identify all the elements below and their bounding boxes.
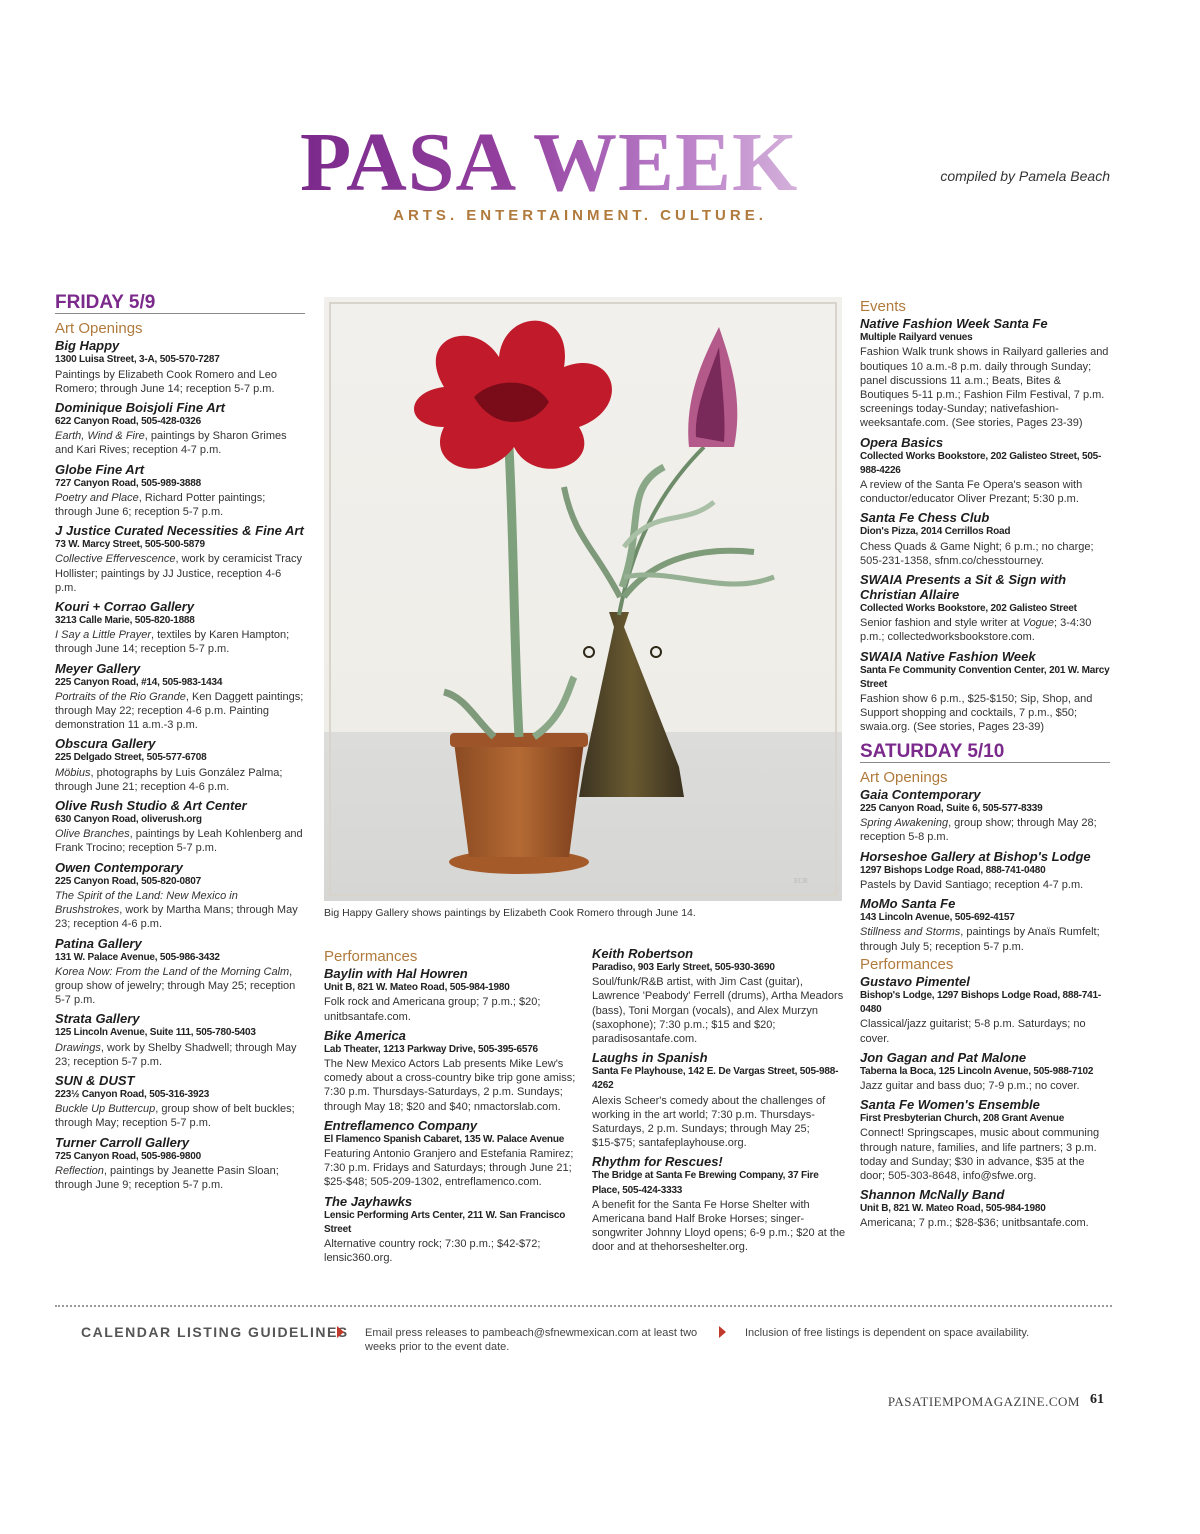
guidelines-title: CALENDAR LISTING GUIDELINES (81, 1324, 349, 1340)
listing-description (55, 1164, 305, 1192)
listing-description-text: Chess Quads & Game Night; 6 p.m.; no charge; 505-231-1358, sfnm.co/chesstourney. (860, 540, 1094, 567)
listing-name: Olive Rush Studio & Art Center (55, 798, 247, 814)
listing-work-title: Reflection (55, 1164, 104, 1177)
listing-address: Lab Theater, 1213 Parkway Drive, 505-395-6576 (324, 1043, 538, 1055)
listing-address: 1300 Luisa Street, 3-A, 505-570-7287 (55, 354, 220, 366)
listing-description (860, 345, 1110, 430)
listing-address: 131 W. Palace Avenue, 505-986-3432 (55, 951, 220, 963)
listing-name: The Jayhawks (324, 1193, 413, 1209)
listing-description-text: Americana; 7 p.m.; $28-$36; unitbsantafe.com. (860, 1217, 1089, 1230)
listing-address: Santa Fe Playhouse, 142 E. De Vargas Street, 505-988-4262 (592, 1066, 839, 1092)
listing-description (592, 1198, 848, 1255)
friday-art-openings-list (55, 338, 305, 1192)
listing-description (55, 690, 305, 733)
listing-entry (55, 798, 305, 856)
events-saturday-column (860, 296, 1110, 1235)
listing-name: Opera Basics (860, 434, 944, 450)
listing-address: 223½ Canyon Road, 505-316-3923 (55, 1088, 210, 1100)
listing-entry (860, 1187, 1110, 1230)
listing-name: Gaia Contemporary (860, 787, 981, 803)
friday-performances-list-a (324, 966, 580, 1265)
section-heading-events: Events (860, 298, 906, 315)
listing-work-title: Korea Now: From the Land of the Morning Calm (55, 965, 290, 978)
listing-description (324, 995, 580, 1023)
listing-address: Collected Works Bookstore, 202 Galisteo Street, 505-988-4226 (860, 450, 1102, 476)
listing-entry (55, 936, 305, 1008)
listing-entry (860, 316, 1110, 430)
listing-name: SWAIA Native Fashion Week (860, 648, 1036, 664)
listing-name: Owen Contemporary (55, 859, 183, 875)
listing-description-text: , work by Martha Mans; through May 23; reception 4-6 p.m. (55, 904, 298, 931)
listing-description (860, 1216, 1110, 1230)
listing-name: J Justice Curated Necessities & Fine Art (55, 523, 304, 539)
listing-entry (55, 400, 305, 458)
listing-address: El Flamenco Spanish Cabaret, 135 W. Palace Avenue (324, 1133, 565, 1145)
listing-address: Lensic Performing Arts Center, 211 W. San Francisco Street (324, 1209, 566, 1235)
listing-description-text: , work by Shelby Shadwell; through May 23; reception 5-7 p.m. (55, 1041, 297, 1068)
listing-entry (55, 736, 305, 794)
listing-description (860, 540, 1110, 568)
listing-description-text: , paintings by Jeanette Pasin Sloan; through June 9; reception 5-7 p.m. (55, 1164, 279, 1191)
listing-address: 225 Canyon Road, #14, 505-983-1434 (55, 676, 223, 688)
listing-entry (55, 860, 305, 932)
listing-description-prefix: Senior fashion and style writer at (860, 617, 1023, 630)
listing-address: Bishop's Lodge, 1297 Bishops Lodge Road, 888-741-0480 (860, 989, 1101, 1016)
listing-description (592, 1094, 848, 1151)
listing-description-text: A benefit for the Santa Fe Horse Shelter with Americana band Half Broke Horses; singer-songwriter Johnny Lloyd opens; 6-9 p.m.; $20 at the door and at thehorseshelter.org. (592, 1198, 846, 1254)
listing-description-text: Alexis Scheer's comedy about the challenges of working in the art world; 7:30 p.m. Thursdays-Saturdays, 2 p.m. Sundays; through May 25; $15-$75; santafeplayhouse.org. (592, 1094, 826, 1150)
listing-description (860, 692, 1110, 735)
listing-name: Shannon McNally Band (860, 1187, 1005, 1203)
listing-name: Kouri + Corrao Gallery (55, 599, 195, 615)
listing-entry (592, 1154, 848, 1254)
listing-description (860, 1126, 1110, 1183)
listing-name: Laughs in Spanish (592, 1050, 708, 1066)
section-heading-performances: Performances (324, 948, 418, 965)
listing-work-title: Olive Branches (55, 828, 130, 841)
listing-work-title: Earth, Wind & Fire (55, 430, 145, 443)
listing-description (55, 889, 305, 932)
friday-column (55, 292, 305, 1196)
artist-signature: ECR (794, 877, 808, 885)
listing-name: Santa Fe Women's Ensemble (860, 1097, 1040, 1113)
listing-entry (55, 1073, 305, 1131)
section-heading-saturday-performances: Performances (860, 955, 954, 973)
listing-description-text: , group show; through May 28; reception 5-8 p.m. (860, 817, 1097, 844)
friday-events-list (860, 316, 1110, 734)
arrow-right-icon (719, 1326, 726, 1338)
listing-description-text: Featuring Antonio Granjero and Estefania Ramirez; 7:30 p.m. Fridays and Saturdays; through June 21; $25-$48; 505-209-1302, entreflamenco.com. (324, 1148, 574, 1189)
listing-address: Taberna la Boca, 125 Lincoln Avenue, 505-988-7102 (860, 1065, 1094, 1077)
listing-description (860, 616, 1110, 644)
friday-performances-column-b (592, 946, 848, 1259)
listing-description-text: Fashion Walk trunk shows in Railyard galleries and boutiques 10 a.m.-8 p.m. daily through Sunday; panel discussions 11 a.m.; Beats, Bites & Boutiques 5-11 p.m.; Fashion Film Festival, 7 p.m. screenings today-Sunday; nativefashion-weeksantafe.com. (See stories, Pages 23-39) (860, 346, 1109, 430)
listing-description-text: , Ken Daggett paintings; through May 22; reception 4-6 p.m. Painting demonstration 11 a.m.-3 p.m. (55, 690, 304, 732)
listing-entry (324, 1194, 580, 1266)
listing-address: 225 Delgado Street, 505-577-6708 (55, 752, 207, 764)
listing-description (860, 816, 1110, 844)
listing-description-text: Soul/funk/R&B artist, with Jim Cast (guitar), Lawrence 'Peabody' Ferrell (drums), Artha Meadors (bass), Toni Morgan (vocals), and Alex Murzyn (saxophone); 7:30 p.m.; $15 and $20; paradisosantafe.com. (592, 976, 844, 1046)
listing-name: Dominique Boisjoli Fine Art (55, 400, 225, 416)
listing-name: Meyer Gallery (55, 660, 141, 676)
listing-description (55, 766, 305, 794)
listing-work-title: I Say a Little Prayer (55, 629, 151, 642)
listing-entry (860, 787, 1110, 845)
listing-entry (55, 523, 305, 595)
listing-work-title: Vogue (1022, 617, 1055, 630)
dotted-divider (55, 1305, 1112, 1307)
saturday-performances-list (860, 974, 1110, 1231)
listing-entry (55, 1011, 305, 1069)
listing-entry (55, 599, 305, 657)
listing-work-title: Poetry and Place (55, 491, 139, 504)
listing-address: First Presbyterian Church, 208 Grant Avenue (860, 1113, 1065, 1125)
listing-address: 225 Canyon Road, 505-820-0807 (55, 875, 201, 887)
listing-description-text: , paintings by Anaïs Rumfelt; through July 5; reception 5-7 p.m. (860, 926, 1100, 953)
listing-description-text: , photographs by Luis González Palma; through June 21; reception 4-6 p.m. (55, 766, 283, 793)
painting-image (324, 297, 842, 901)
listing-description-text: , work by ceramicist Tracy Hollister; paintings by JJ Justice, reception 4-6 p.m. (55, 553, 302, 594)
listing-description (860, 878, 1110, 892)
tagline: ARTS. ENTERTAINMENT. CULTURE. (393, 207, 767, 224)
listing-description (55, 552, 305, 595)
friday-performances-list-b (592, 946, 848, 1255)
listing-entry (324, 966, 580, 1024)
listing-entry (55, 661, 305, 733)
listing-description-text: A review of the Santa Fe Opera's season with conductor/educator Oliver Prezant; 5:30 p.m. (860, 479, 1083, 506)
listing-description-text: The New Mexico Actors Lab presents Mike Lew's comedy about a cross-country bike trip gone amiss; 7:30 p.m. Thursdays-Saturdays, 2 p.m. Sundays; through May 18; $20 and $40; nmactorslab.com. (324, 1058, 576, 1113)
listing-entry (860, 572, 1110, 645)
listing-entry (55, 1135, 305, 1193)
listing-address: 73 W. Marcy Street, 505-500-5879 (55, 539, 205, 551)
listing-description (55, 1041, 305, 1069)
listing-work-title: The Spirit of the Land: New Mexico in Brushstrokes (55, 889, 238, 917)
listing-address: 225 Canyon Road, Suite 6, 505-577-8339 (860, 803, 1043, 815)
listing-address: 143 Lincoln Avenue, 505-692-4157 (860, 912, 1015, 924)
listing-name: Gustavo Pimentel (860, 973, 970, 989)
listing-address: The Bridge at Santa Fe Brewing Company, 37 Fire Place, 505-424-3333 (592, 1170, 819, 1196)
listing-name: Santa Fe Chess Club (860, 510, 990, 526)
listing-description (860, 925, 1110, 953)
listing-description-text: ; 3-4:30 p.m.; collectedworksbookstore.com. (860, 617, 1092, 644)
listing-entry (860, 1097, 1110, 1183)
listing-name: Horseshoe Gallery at Bishop's Lodge (860, 848, 1091, 864)
listing-name: Jon Gagan and Pat Malone (860, 1049, 1027, 1065)
listing-description-text: Pastels by David Santiago; reception 4-7 p.m. (860, 878, 1084, 891)
listing-address: Multiple Railyard venues (860, 332, 973, 344)
listing-entry (860, 896, 1110, 954)
listing-description (324, 1147, 580, 1190)
section-heading-art-openings: Art Openings (55, 320, 143, 338)
listing-name: Native Fashion Week Santa Fe (860, 316, 1048, 332)
listing-entry (860, 649, 1110, 735)
listing-address: 3213 Calle Marie, 505-820-1888 (55, 615, 195, 627)
listing-description-text: , Richard Potter paintings; through June 6; reception 5-7 p.m. (55, 491, 266, 519)
page-number: 61 (1090, 1392, 1104, 1407)
listing-work-title: Buckle Up Buttercup (55, 1103, 156, 1116)
amaryllis-painting (324, 297, 842, 901)
listing-description (860, 1079, 1110, 1093)
listing-name: Bike America (324, 1027, 406, 1043)
listing-description (55, 491, 305, 519)
listing-description-text: Alternative country rock; 7:30 p.m.; $42-$72; lensic360.org. (324, 1238, 541, 1265)
compiled-by: compiled by Pamela Beach (940, 168, 1110, 184)
listing-description (55, 429, 305, 457)
listing-address: 630 Canyon Road, oliverush.org (55, 814, 202, 826)
listing-name: SWAIA Presents a Sit & Sign with Christian Allaire (860, 572, 1067, 603)
listing-entry (860, 435, 1110, 507)
listing-address: Unit B, 821 W. Mateo Road, 505-984-1980 (324, 982, 510, 994)
section-heading-saturday-art-openings: Art Openings (860, 768, 948, 786)
listing-description-text: Classical/jazz guitarist; 5-8 p.m. Saturdays; no cover. (860, 1018, 1086, 1045)
listing-address: Santa Fe Community Convention Center, 201 W. Marcy Street (860, 664, 1110, 690)
listing-address: 125 Lincoln Avenue, Suite 111, 505-780-5403 (55, 1027, 256, 1039)
listing-description (55, 827, 305, 855)
listing-description (592, 975, 848, 1046)
calendar-guidelines (55, 1322, 1115, 1356)
friday-performances-column-a (324, 946, 580, 1269)
listing-description-text: , paintings by Leah Kohlenberg and Frank Trocino; reception 5-7 p.m. (55, 828, 303, 855)
arrow-right-icon (337, 1326, 344, 1338)
listing-entry (860, 849, 1110, 892)
listing-name: Baylin with Hal Howren (324, 966, 468, 982)
listing-entry (324, 1118, 580, 1190)
day-heading-saturday: SATURDAY 5/10 (860, 745, 1110, 763)
listing-entry (860, 510, 1110, 568)
listing-entry (860, 974, 1110, 1046)
listing-entry (55, 462, 305, 520)
listing-name: Patina Gallery (55, 935, 142, 951)
listing-work-title: Portraits of the Rio Grande (55, 690, 186, 703)
listing-description (55, 1102, 305, 1130)
listing-description-text: , textiles by Karen Hampton; through June 14; reception 5-7 p.m. (55, 629, 290, 656)
listing-entry (860, 1050, 1110, 1093)
listing-entry (55, 338, 305, 396)
listing-description-text: , group show of jewelry; through May 25; reception 5-7 p.m. (55, 965, 296, 1007)
guidelines-item-email: Email press releases to pambeach@sfnewmexican.com at least two weeks prior to the event date. (365, 1327, 698, 1353)
listing-description-text: Fashion show 6 p.m., $25-$150; Sip, Shop, and Support shopping and cocktails, 7 p.m., $50; swaia.org. (See stories, Pages 23-39) (860, 693, 1093, 734)
listing-description (860, 1017, 1110, 1045)
listing-name: MoMo Santa Fe (860, 896, 956, 912)
listing-work-title: Stillness and Storms (860, 926, 961, 939)
listing-address: 1297 Bishops Lodge Road, 888-741-0480 (860, 864, 1046, 876)
listing-entry (592, 1050, 848, 1150)
listing-name: Turner Carroll Gallery (55, 1134, 190, 1150)
listing-address: 727 Canyon Road, 505-989-3888 (55, 477, 201, 489)
footer-website: PASATIEMPOMAGAZINE.COM (887, 1394, 1080, 1409)
listing-description-text: , group show of belt buckles; through May; reception 5-7 p.m. (55, 1103, 295, 1130)
listing-work-title: Spring Awakening (860, 817, 949, 830)
day-heading-friday: FRIDAY 5/9 (55, 296, 305, 314)
listing-description-text: Folk rock and Americana group; 7 p.m.; $20; unitbsantafe.com. (324, 996, 541, 1023)
listing-name: Rhythm for Rescues! (592, 1154, 723, 1170)
listing-description-text: Connect! Springscapes, music about communing through nature, families, and life partners; 3 p.m. today and Sunday; $30 in advance, $35 at the door; 505-303-8648, info@sfwe.org. (860, 1127, 1100, 1182)
listing-name: Obscura Gallery (55, 736, 156, 752)
listing-address: Collected Works Bookstore, 202 Galisteo Street (860, 603, 1077, 615)
listing-description (324, 1057, 580, 1114)
listing-name: Keith Robertson (592, 946, 694, 961)
guidelines-item-space: Inclusion of free listings is dependent on space availability. (745, 1327, 1030, 1339)
listing-name: Entreflamenco Company (324, 1117, 478, 1133)
listing-address: 725 Canyon Road, 505-986-9800 (55, 1150, 201, 1162)
listing-description (55, 368, 305, 396)
listing-entry (592, 946, 848, 1046)
saturday-art-openings-list (860, 787, 1110, 954)
listing-description (55, 965, 305, 1008)
listing-work-title: Möbius (55, 766, 91, 779)
masthead-title: PASA WEEK (300, 118, 900, 208)
listing-work-title: Drawings (55, 1041, 101, 1054)
listing-entry (324, 1028, 580, 1114)
listing-name: SUN & DUST (55, 1072, 135, 1088)
listing-address: 622 Canyon Road, 505-428-0326 (55, 416, 201, 428)
listing-description-text: Jazz guitar and bass duo; 7-9 p.m.; no cover. (860, 1079, 1080, 1092)
listing-description-text: Paintings by Elizabeth Cook Romero and Leo Romero; through June 14; reception 5-7 p.m. (55, 368, 277, 395)
listing-description (860, 478, 1110, 506)
listing-address: Unit B, 821 W. Mateo Road, 505-984-1980 (860, 1203, 1046, 1215)
listing-address: Paradiso, 903 Early Street, 505-930-3690 (592, 962, 775, 973)
painting-caption: Big Happy Gallery shows paintings by Elizabeth Cook Romero through June 14. (324, 907, 696, 919)
masthead (300, 118, 900, 208)
listing-name: Big Happy (55, 338, 120, 354)
listing-description (324, 1237, 580, 1265)
listing-work-title: Collective Effervescence (55, 553, 176, 566)
listing-name: Globe Fine Art (55, 461, 145, 477)
listing-description (55, 628, 305, 656)
listing-name: Strata Gallery (55, 1011, 140, 1027)
listing-address: Dion's Pizza, 2014 Cerrillos Road (860, 526, 1011, 538)
listing-description-text: , paintings by Sharon Grimes and Kari Rives; reception 4-7 p.m. (55, 430, 287, 457)
